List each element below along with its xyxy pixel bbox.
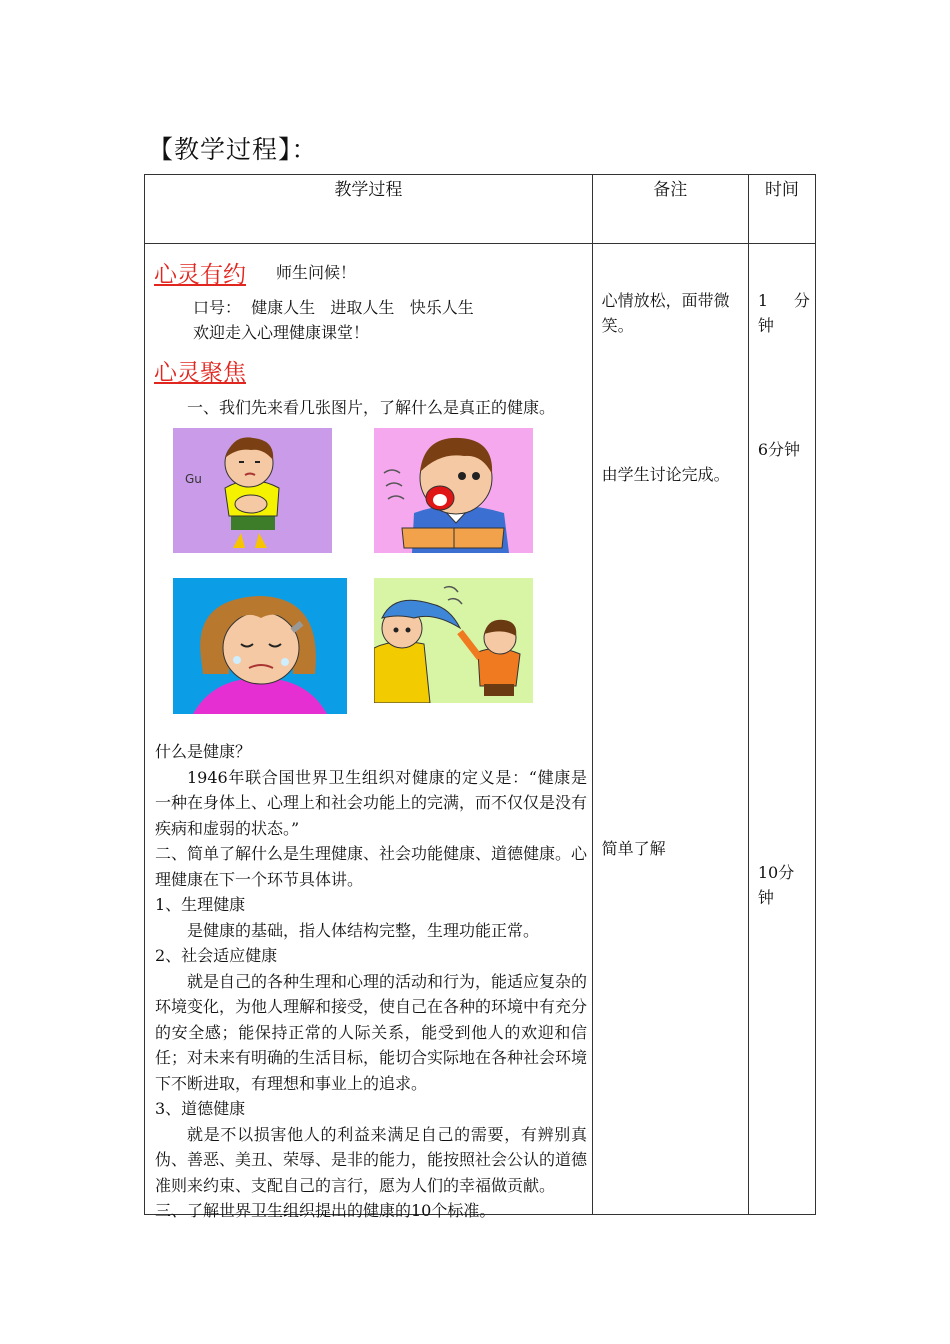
note-brief: 简单了解 [601, 839, 666, 858]
part3-text: 三、了解世界卫生组织提出的健康的10个标准。 [155, 1201, 496, 1220]
welcome-text: 欢迎走入心理健康课堂！ [193, 323, 370, 342]
social-adaptation-health-text: 就是自己的各种生理和心理的活动和行为，能适应复杂的环境变化，为他人理解和接受，使自己在各种的环境中有充分的安全感；能保持正常的人际关系，能受到他人的欢迎和信任；对未来有明确的生活目标，能切合实际地在各种社会环境下不断进取，有理想和事业上的追求。 [155, 971, 588, 1093]
notes-cell [592, 244, 748, 1215]
slogan-text: 口号： 健康人生 进取人生 快乐人生 [193, 298, 474, 317]
table-header-row [145, 175, 816, 244]
header-notes: 备注 [592, 175, 748, 244]
time-cell [748, 244, 815, 1215]
header-process: 教学过程 [145, 175, 593, 244]
part2-text: 二、简单了解什么是生理健康、社会功能健康、道德健康。心理健康在下一个环节具体讲。 [155, 844, 588, 889]
lesson-table [144, 174, 816, 1220]
note-discussion: 由学生讨论完成。 [601, 465, 730, 484]
who-definition: 1946年联合国世界卫生组织对健康的定义是：“健康是一种在身体上、心理上和社会功能上的完满，而不仅仅是没有疾病和虚弱的状态。” [155, 767, 588, 838]
body-content [155, 739, 587, 1224]
note-relax: 心情放松，面带微笑。 [601, 291, 730, 335]
girl-crying-cartoon [173, 578, 347, 714]
heading-social-adaptation-health: 2、社会适应健康 [155, 946, 278, 965]
header-time: 时间 [748, 175, 815, 244]
page-heading: 【教学过程】： [148, 135, 318, 164]
greeting-text: 师生问候！ [276, 263, 357, 282]
heading-moral-health: 3、道德健康 [155, 1099, 246, 1118]
boy-yawning-reading-cartoon [374, 428, 533, 553]
child-pulling-hat-cartoon [374, 578, 533, 703]
physiological-health-text: 是健康的基础，指人体结构完整，生理功能正常。 [187, 920, 540, 940]
moral-health-text: 就是不以损害他人的利益来满足自己的需要，有辨别真伪、善恶、美丑、荣辱、是非的能力，能按照社会公认的道德准则来约束、支配自己的言行，愿为人们的幸福做贡献。 [155, 1124, 588, 1195]
question-text: 什么是健康？ [155, 742, 252, 761]
section-title-xinling-youyue: 心灵有约 [154, 262, 246, 288]
time-3: 10分钟 [757, 863, 795, 907]
process-cell [145, 244, 593, 1220]
child-stomachache-cartoon [173, 428, 332, 553]
heading-physiological-health: 1、生理健康 [155, 895, 246, 914]
section-title-xinling-jujiao: 心灵聚焦 [154, 360, 246, 386]
svg-text:Gu: Gu [185, 472, 202, 486]
time-2: 6分钟 [757, 440, 801, 459]
intro-text: 一、我们先来看几张图片，了解什么是真正的健康。 [187, 398, 556, 417]
time-1: 1 分钟 [757, 291, 810, 335]
table-row [145, 244, 816, 1215]
